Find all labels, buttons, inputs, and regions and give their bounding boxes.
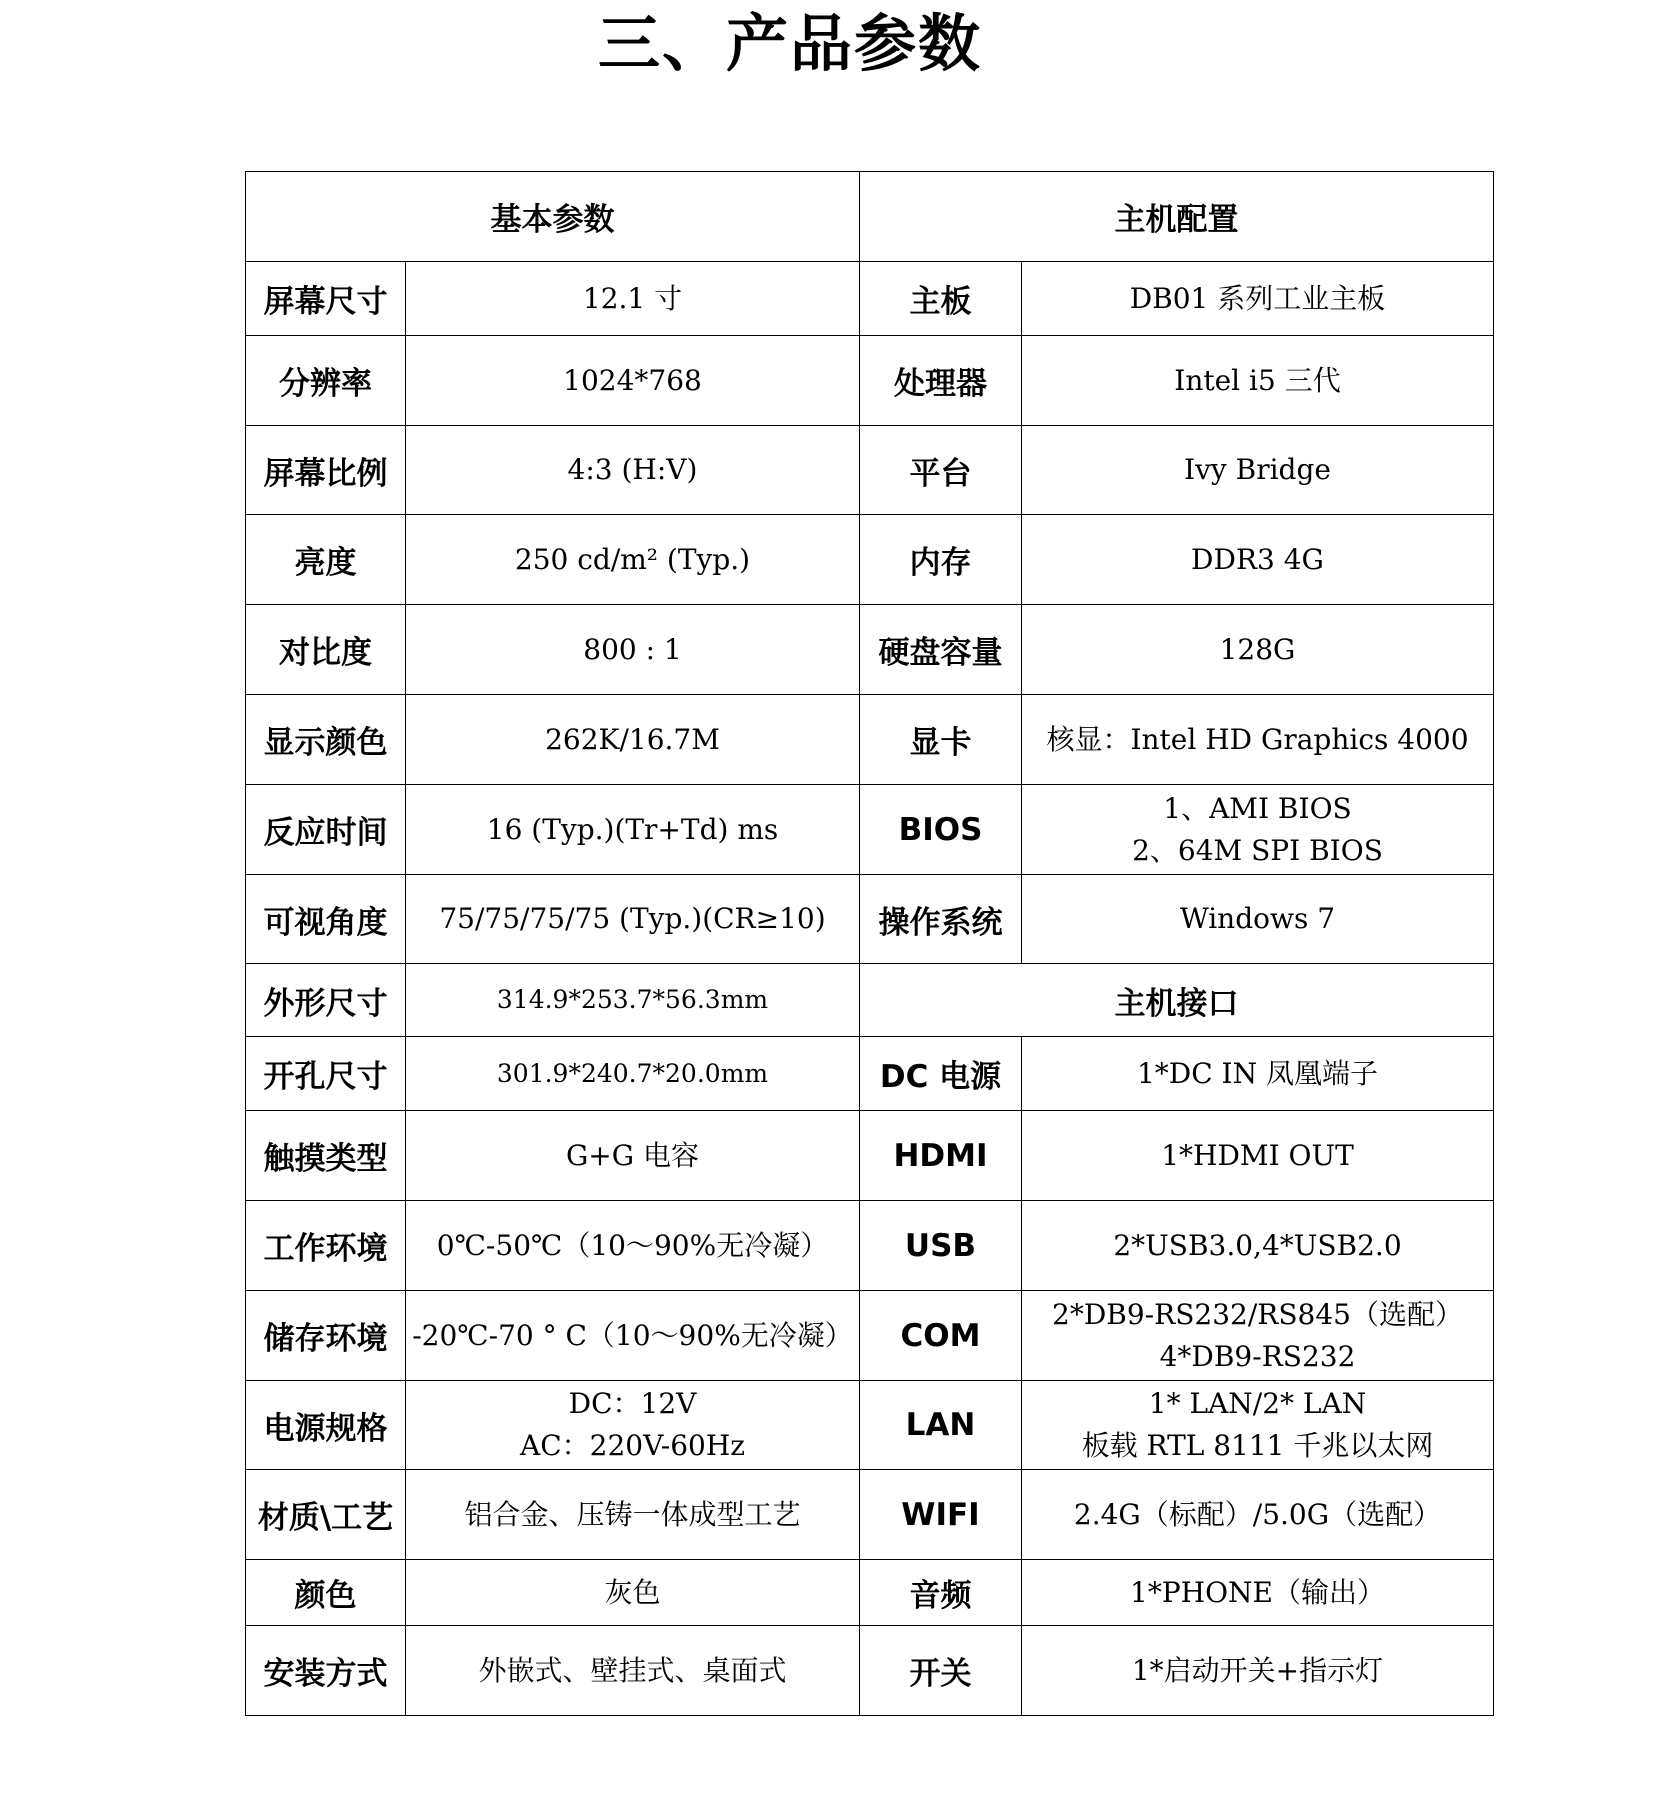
table-row <box>246 515 1494 605</box>
host-param-value <box>1022 1470 1494 1560</box>
page-title: 三、产品参数 <box>597 7 982 80</box>
table-row <box>246 262 1494 336</box>
section-header-host-interfaces: 主机接口 <box>860 964 1494 1037</box>
basic-param-value <box>406 1381 860 1470</box>
host-param-value <box>1022 1111 1494 1201</box>
basic-param-label: 屏幕比例 <box>246 426 406 515</box>
basic-param-label: 显示颜色 <box>246 695 406 785</box>
host-param-value <box>1022 695 1494 785</box>
basic-param-value <box>406 605 860 695</box>
host-param-value-line: Intel i5 三代 <box>1174 363 1341 397</box>
basic-param-label: 分辨率 <box>246 336 406 426</box>
basic-param-value <box>406 336 860 426</box>
spec-table <box>245 171 1494 1716</box>
basic-param-value <box>406 1560 860 1626</box>
host-param-value-line: 1*启动开关+指示灯 <box>1131 1653 1384 1687</box>
table-row <box>246 1560 1494 1626</box>
basic-param-value-line: 4:3 (H:V) <box>567 453 698 486</box>
host-param-value-line: Windows 7 <box>1179 902 1336 935</box>
table-row <box>246 605 1494 695</box>
host-param-label: 硬盘容量 <box>860 605 1022 695</box>
host-param-value <box>1022 1037 1494 1111</box>
host-param-value <box>1022 515 1494 605</box>
host-param-label: 处理器 <box>860 336 1022 426</box>
basic-param-value-line: 铝合金、压铸一体成型工艺 <box>464 1497 801 1531</box>
table-row <box>246 1291 1494 1381</box>
table-row <box>246 1381 1494 1470</box>
host-param-value <box>1022 1291 1494 1381</box>
table-row <box>246 1626 1494 1716</box>
basic-param-label: 反应时间 <box>246 785 406 875</box>
basic-param-value-line: G+G 电容 <box>565 1138 700 1172</box>
basic-param-value-line: 75/75/75/75 (Typ.)(CR≥10) <box>439 902 826 935</box>
host-param-value <box>1022 1381 1494 1470</box>
host-param-value-line: 2*DB9-RS232/RS845（选配） <box>1052 1297 1463 1331</box>
basic-param-value <box>406 426 860 515</box>
basic-param-label: 颜色 <box>246 1560 406 1626</box>
table-row <box>246 1201 1494 1291</box>
spec-table-body <box>246 172 1494 1716</box>
host-param-value <box>1022 336 1494 426</box>
basic-param-label: 触摸类型 <box>246 1111 406 1201</box>
host-param-value <box>1022 262 1494 336</box>
host-param-label: USB <box>860 1201 1022 1291</box>
host-param-value-line: 2*USB3.0,4*USB2.0 <box>1113 1228 1402 1262</box>
host-param-label: 开关 <box>860 1626 1022 1716</box>
basic-param-label: 可视角度 <box>246 875 406 964</box>
basic-param-label: 工作环境 <box>246 1201 406 1291</box>
basic-param-value-line: 外嵌式、壁挂式、桌面式 <box>478 1653 787 1687</box>
basic-param-label: 储存环境 <box>246 1291 406 1381</box>
host-param-label: DC 电源 <box>860 1037 1022 1111</box>
basic-param-value-line: 16 (Typ.)(Tr+Td) ms <box>486 812 779 846</box>
section-header-host-config: 主机配置 <box>860 172 1494 262</box>
host-param-value-line: 2.4G（标配）/5.0G（选配） <box>1073 1497 1442 1531</box>
basic-param-value-line: 800 : 1 <box>583 632 682 666</box>
host-param-value-line: 1* LAN/2* LAN <box>1148 1387 1367 1420</box>
host-param-label: COM <box>860 1291 1022 1381</box>
host-param-value-line: 1、AMI BIOS <box>1163 791 1352 825</box>
table-row <box>246 695 1494 785</box>
basic-param-value <box>406 262 860 336</box>
host-param-value <box>1022 426 1494 515</box>
basic-param-value <box>406 1111 860 1201</box>
host-param-label: HDMI <box>860 1111 1022 1201</box>
host-param-value <box>1022 875 1494 964</box>
basic-param-value <box>406 1201 860 1291</box>
table-row <box>246 1037 1494 1111</box>
basic-param-value <box>406 695 860 785</box>
table-row <box>246 336 1494 426</box>
host-param-label: 内存 <box>860 515 1022 605</box>
host-param-value <box>1022 785 1494 875</box>
host-param-value <box>1022 605 1494 695</box>
host-param-label: WIFI <box>860 1470 1022 1560</box>
table-row <box>246 964 1494 1037</box>
host-param-label: LAN <box>860 1381 1022 1470</box>
host-param-value-line: 板载 RTL 8111 千兆以太网 <box>1081 1429 1434 1462</box>
basic-param-label: 屏幕尺寸 <box>246 262 406 336</box>
table-row <box>246 1111 1494 1201</box>
basic-param-value <box>406 785 860 875</box>
basic-param-value-line: 262K/16.7M <box>545 722 720 756</box>
host-param-label: 显卡 <box>860 695 1022 785</box>
basic-param-value <box>406 964 860 1037</box>
basic-param-value-line: 314.9*253.7*56.3mm <box>496 985 769 1014</box>
host-param-value <box>1022 1560 1494 1626</box>
host-param-value-line: Ivy Bridge <box>1184 453 1331 486</box>
host-param-value-line: 128G <box>1219 632 1296 666</box>
basic-param-value-line: DC：12V <box>568 1387 697 1420</box>
basic-param-value <box>406 515 860 605</box>
host-param-value-line: DB01 系列工业主板 <box>1129 281 1386 315</box>
host-param-label: 操作系统 <box>860 875 1022 964</box>
host-param-value-line: DDR3 4G <box>1191 542 1324 576</box>
host-param-value <box>1022 1201 1494 1291</box>
header-row <box>246 172 1494 262</box>
table-row <box>246 785 1494 875</box>
basic-param-value-line: 12.1 寸 <box>582 281 683 315</box>
host-param-label: 音频 <box>860 1560 1022 1626</box>
basic-param-value <box>406 875 860 964</box>
basic-param-value-line: 301.9*240.7*20.0mm <box>496 1058 769 1088</box>
section-header-basic: 基本参数 <box>246 172 860 262</box>
basic-param-value <box>406 1037 860 1111</box>
basic-param-label: 电源规格 <box>246 1381 406 1470</box>
basic-param-value-line: 1024*768 <box>563 363 702 397</box>
basic-param-value <box>406 1626 860 1716</box>
host-param-value-line: 4*DB9-RS232 <box>1159 1339 1356 1373</box>
table-row <box>246 426 1494 515</box>
host-param-value-line: 核显：Intel HD Graphics 4000 <box>1046 722 1469 756</box>
host-param-label: 主板 <box>860 262 1022 336</box>
host-param-value <box>1022 1626 1494 1716</box>
host-param-value-line: 2、64M SPI BIOS <box>1132 833 1383 867</box>
basic-param-label: 亮度 <box>246 515 406 605</box>
host-param-value-line: 1*DC IN 凤凰端子 <box>1136 1056 1379 1090</box>
host-param-label: 平台 <box>860 426 1022 515</box>
basic-param-label: 开孔尺寸 <box>246 1037 406 1111</box>
basic-param-value-line: 0℃-50℃（10～90%无冷凝） <box>436 1228 829 1262</box>
basic-param-value <box>406 1470 860 1560</box>
host-param-value-line: 1*PHONE（输出） <box>1130 1575 1385 1609</box>
basic-param-value <box>406 1291 860 1381</box>
basic-param-value-line: AC：220V-60Hz <box>520 1429 745 1462</box>
host-param-label: BIOS <box>860 785 1022 875</box>
table-row <box>246 875 1494 964</box>
basic-param-label: 安装方式 <box>246 1626 406 1716</box>
basic-param-label: 材质\工艺 <box>246 1470 406 1560</box>
basic-param-value-line: -20℃-70 ° C（10～90%无冷凝） <box>412 1318 853 1352</box>
table-row <box>246 1470 1494 1560</box>
basic-param-label: 外形尺寸 <box>246 964 406 1037</box>
basic-param-value-line: 灰色 <box>604 1575 661 1609</box>
basic-param-value-line: 250 cd/m² (Typ.) <box>514 542 751 576</box>
basic-param-label: 对比度 <box>246 605 406 695</box>
host-param-value-line: 1*HDMI OUT <box>1161 1138 1354 1172</box>
